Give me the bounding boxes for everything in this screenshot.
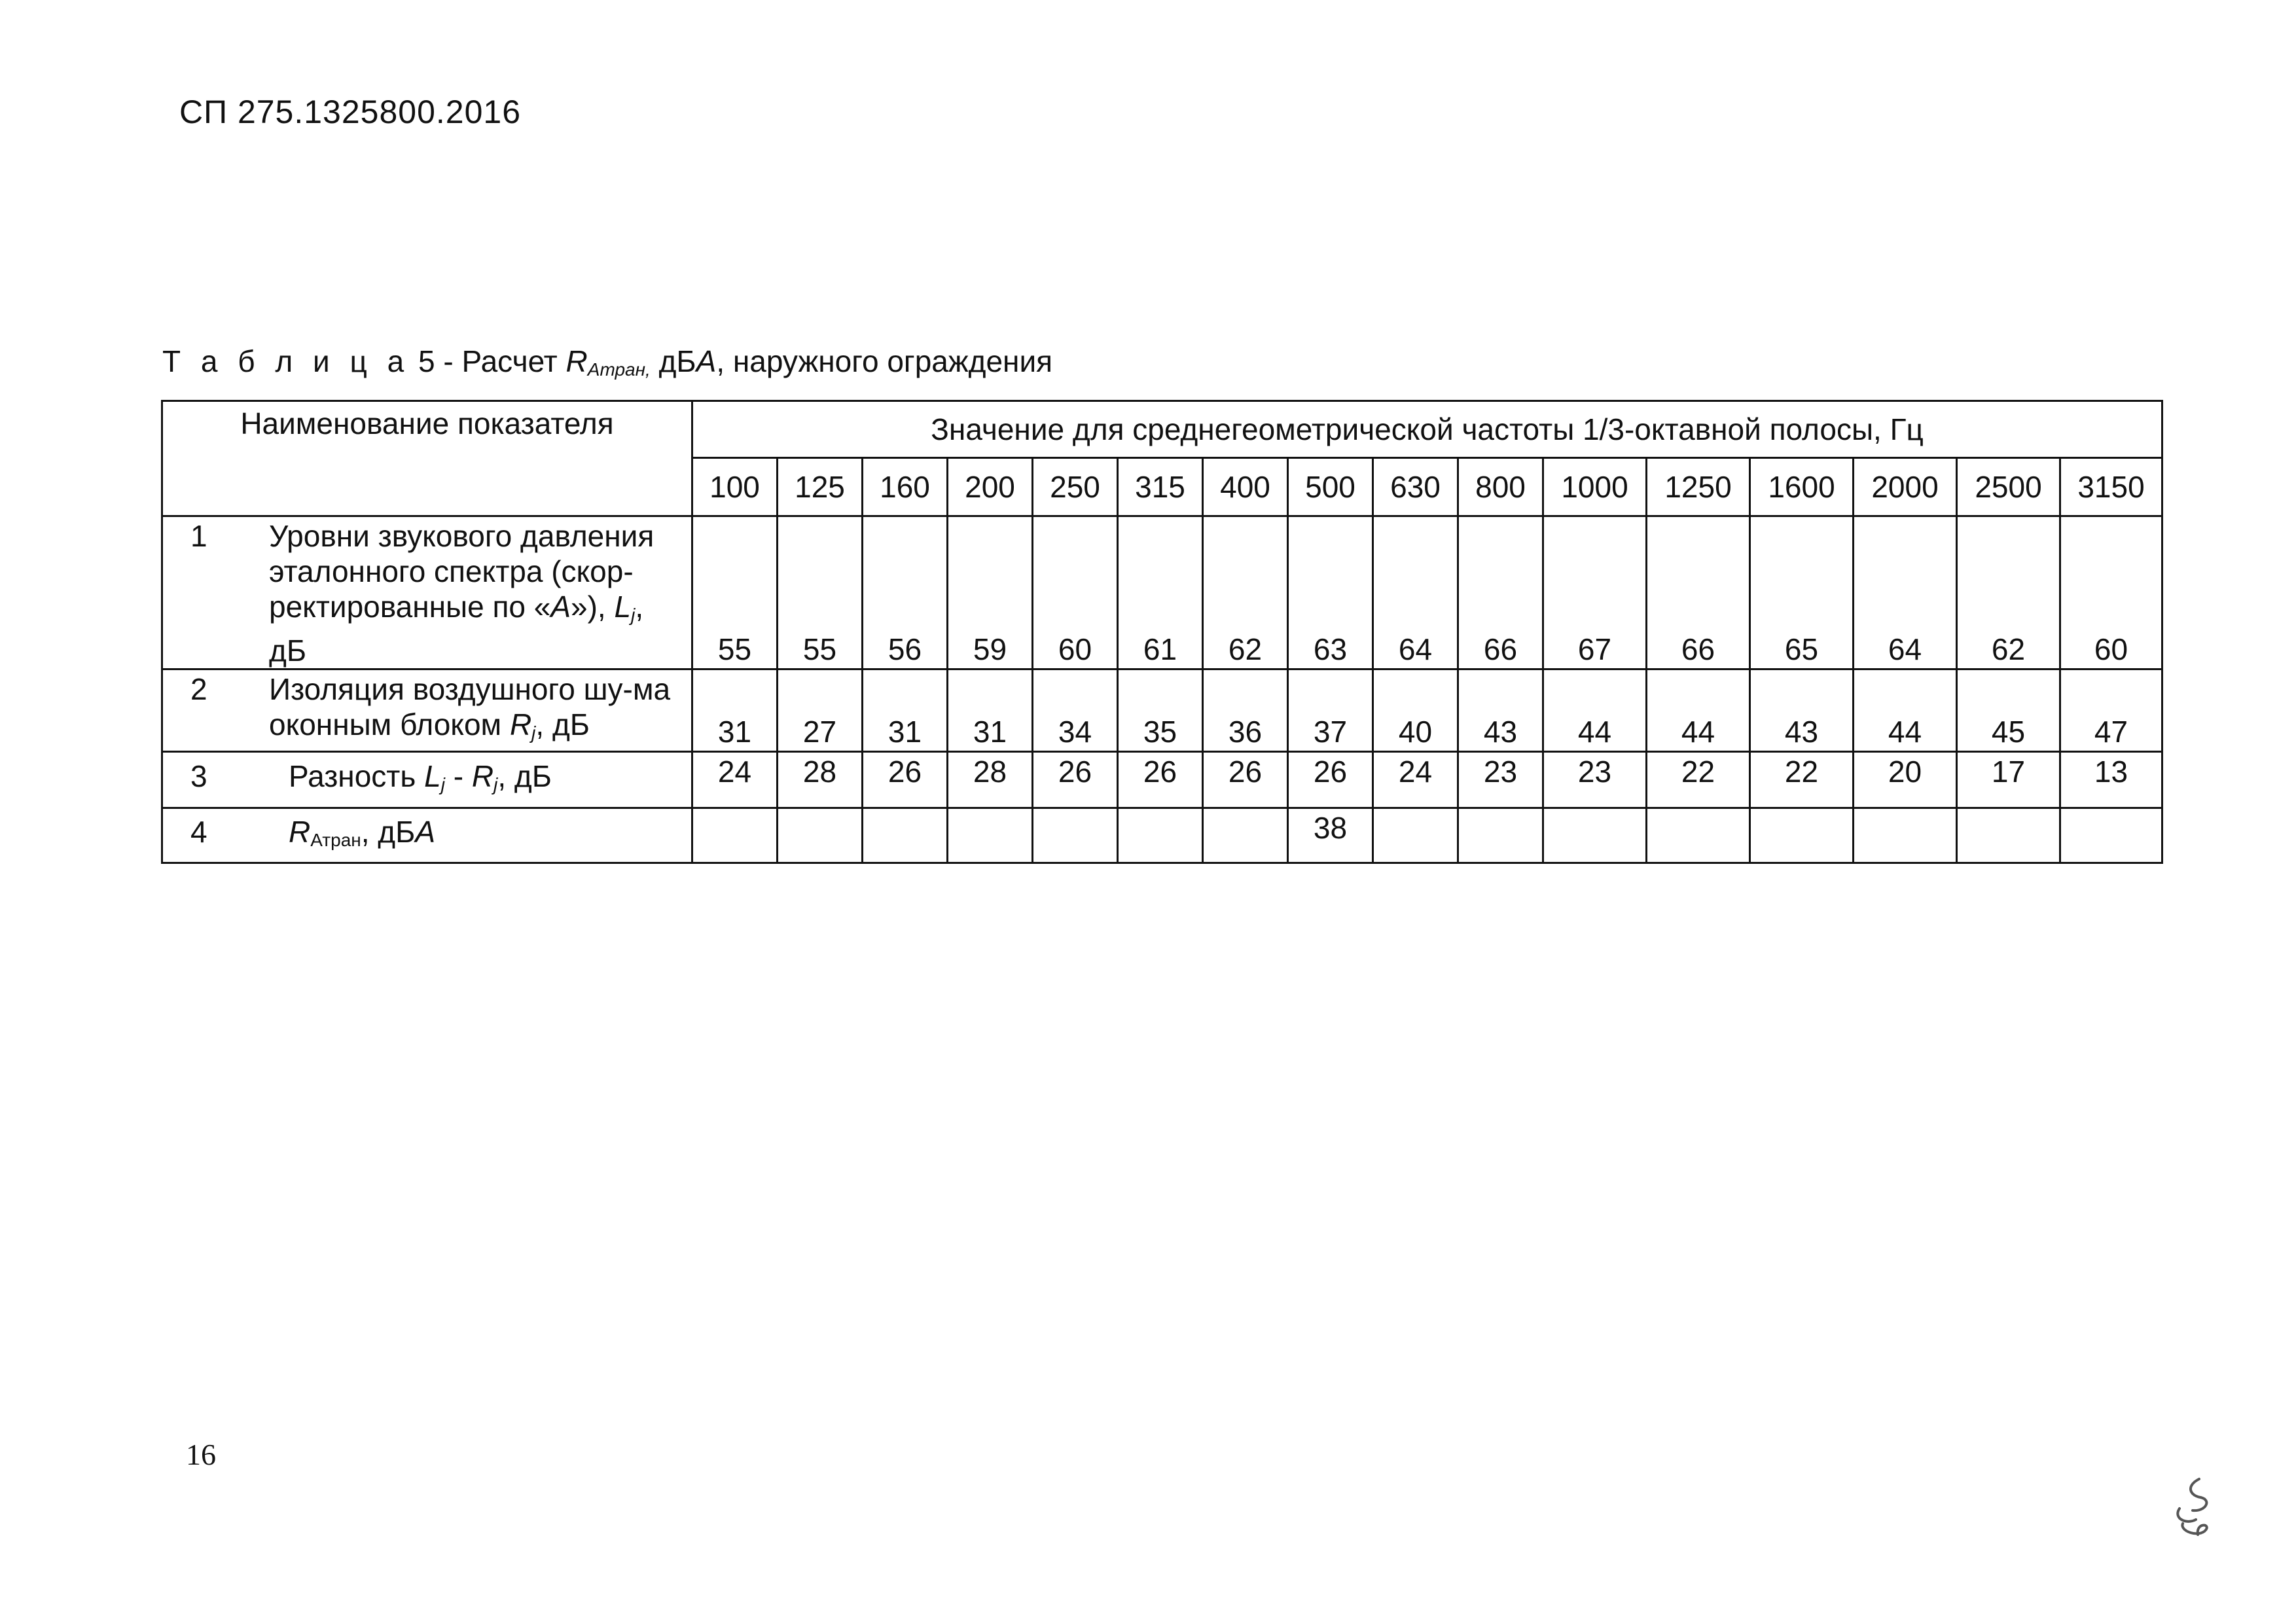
value-cell: 43 [1750, 669, 1854, 752]
value-cell: 23 [1458, 752, 1543, 808]
frequency-header-cell: 160 [863, 458, 948, 516]
label-text: , дБ [535, 707, 590, 741]
value-cell: 20 [1854, 752, 1957, 808]
caption-unit-italic: А [696, 344, 717, 378]
frequency-header-cell: 400 [1203, 458, 1288, 516]
frequency-header-cell: 1000 [1543, 458, 1647, 516]
empty-cell [1957, 808, 2060, 863]
label-symbol: R [509, 707, 532, 741]
frequency-header-cell: 2000 [1854, 458, 1957, 516]
value-cell: 44 [1543, 669, 1647, 752]
result-value-cell: 38 [1288, 808, 1373, 863]
caption-unit: дБ [650, 344, 696, 378]
empty-cell [2060, 808, 2162, 863]
label-subscript: j [493, 774, 498, 794]
frequency-header-cell: 100 [692, 458, 778, 516]
frequency-header-cell: 315 [1118, 458, 1203, 516]
label-text: »), [571, 590, 615, 624]
row-number: 1 [190, 519, 207, 553]
value-cell: 65 [1750, 516, 1854, 669]
row-number: 4 [190, 815, 207, 849]
empty-cell [692, 808, 778, 863]
label-text: , дБ [361, 815, 416, 849]
frequency-header-cell: 200 [948, 458, 1033, 516]
frequency-header-cell: 630 [1373, 458, 1458, 516]
frequency-header-cell: 800 [1458, 458, 1543, 516]
empty-cell [1647, 808, 1750, 863]
value-cell: 28 [948, 752, 1033, 808]
value-cell: 64 [1373, 516, 1458, 669]
value-cell: 35 [1118, 669, 1203, 752]
label-text: , дБ [497, 759, 552, 793]
page-number: 16 [186, 1438, 216, 1471]
caption-number: 5 [418, 344, 435, 378]
value-cell: 61 [1118, 516, 1203, 669]
column-header-indicator-name: Наименование показателя [162, 401, 692, 516]
value-cell: 31 [692, 669, 778, 752]
label-subscript: j [531, 722, 536, 743]
value-cell: 22 [1647, 752, 1750, 808]
frequency-header-cell: 250 [1033, 458, 1118, 516]
row-label [269, 814, 691, 858]
value-cell: 44 [1854, 669, 1957, 752]
value-cell: 36 [1203, 669, 1288, 752]
label-subscript: Атран [310, 830, 361, 850]
value-cell: 26 [1118, 752, 1203, 808]
value-cell: 44 [1647, 669, 1750, 752]
calculation-table [161, 400, 2163, 864]
empty-cell [778, 808, 863, 863]
label-text: - [444, 759, 472, 793]
value-cell: 60 [1033, 516, 1118, 669]
value-cell: 55 [778, 516, 863, 669]
frequency-header-cell: 2500 [1957, 458, 2060, 516]
value-cell: 56 [863, 516, 948, 669]
value-cell: 13 [2060, 752, 2162, 808]
empty-cell [1033, 808, 1118, 863]
row-number: 3 [190, 759, 207, 793]
table-row-result [162, 808, 2162, 863]
caption-symbol: R [565, 344, 588, 378]
empty-cell [1854, 808, 1957, 863]
empty-cell [1458, 808, 1543, 863]
label-text: , [635, 590, 644, 624]
frequency-header-cell: 1250 [1647, 458, 1750, 516]
value-cell: 55 [692, 516, 778, 669]
label-symbol: L [614, 590, 632, 624]
value-cell: 34 [1033, 669, 1118, 752]
value-cell: 26 [863, 752, 948, 808]
table-caption [162, 344, 1052, 380]
label-text: Разность [289, 759, 425, 793]
value-cell: 27 [778, 669, 863, 752]
value-cell: 66 [1458, 516, 1543, 669]
label-text: Уровни звукового давления эталонного спектра (скор-ректированные по « [269, 519, 655, 624]
label-text: Изоляция воздушного шу-ма оконным блоком [269, 672, 671, 741]
caption-prefix: Т а б л и ц а [162, 344, 410, 378]
value-cell: 66 [1647, 516, 1750, 669]
value-cell: 28 [778, 752, 863, 808]
value-cell: 24 [1373, 752, 1458, 808]
row-label [269, 671, 691, 751]
label-symbol: R [289, 815, 311, 849]
caption-rest: , наружного ограждения [716, 344, 1053, 378]
value-cell: 26 [1288, 752, 1373, 808]
frequency-header-cell: 3150 [2060, 458, 2162, 516]
table-row-difference [162, 752, 2162, 808]
frequency-header-cell: 500 [1288, 458, 1373, 516]
row-number: 2 [190, 672, 207, 706]
value-cell: 62 [1957, 516, 2060, 669]
empty-cell [948, 808, 1033, 863]
label-symbol: L [424, 759, 441, 793]
frequency-header-cell: 125 [778, 458, 863, 516]
value-cell: 23 [1543, 752, 1647, 808]
value-cell: 62 [1203, 516, 1288, 669]
value-cell: 64 [1854, 516, 1957, 669]
value-cell: 45 [1957, 669, 2060, 752]
value-cell: 26 [1033, 752, 1118, 808]
row-label-cell [162, 516, 692, 669]
frequency-header-cell: 1600 [1750, 458, 1854, 516]
label-italic: A [550, 590, 571, 624]
empty-cell [1118, 808, 1203, 863]
label-symbol: R [471, 759, 494, 793]
row-label-cell [162, 669, 692, 752]
label-italic: А [415, 815, 436, 849]
value-cell: 22 [1750, 752, 1854, 808]
value-cell: 59 [948, 516, 1033, 669]
row-label-cell [162, 752, 692, 808]
label-text: дБ [269, 633, 307, 668]
handwritten-mark [2160, 1472, 2225, 1544]
label-subscript: j [440, 774, 445, 794]
value-cell: 37 [1288, 669, 1373, 752]
column-header-frequency-values: Значение для среднегеометрической частоты 1/3-октавной полосы, Гц [692, 401, 2162, 458]
value-cell: 60 [2060, 516, 2162, 669]
empty-cell [1373, 808, 1458, 863]
label-subscript: j [631, 605, 636, 625]
value-cell: 17 [1957, 752, 2060, 808]
row-label [269, 518, 691, 668]
empty-cell [1203, 808, 1288, 863]
value-cell: 26 [1203, 752, 1288, 808]
row-label-cell [162, 808, 692, 863]
caption-dash-text: - Расчет [435, 344, 566, 378]
value-cell: 47 [2060, 669, 2162, 752]
value-cell: 31 [948, 669, 1033, 752]
row-label [269, 758, 691, 802]
value-cell: 63 [1288, 516, 1373, 669]
caption-symbol-sub: Атран, [587, 359, 651, 380]
value-cell: 40 [1373, 669, 1458, 752]
document-code: СП 275.1325800.2016 [179, 94, 522, 130]
empty-cell [1750, 808, 1854, 863]
empty-cell [863, 808, 948, 863]
empty-cell [1543, 808, 1647, 863]
table-row-window-insulation [162, 669, 2162, 752]
value-cell: 43 [1458, 669, 1543, 752]
value-cell: 24 [692, 752, 778, 808]
value-cell: 67 [1543, 516, 1647, 669]
table-row-reference-spectrum [162, 516, 2162, 669]
value-cell: 31 [863, 669, 948, 752]
